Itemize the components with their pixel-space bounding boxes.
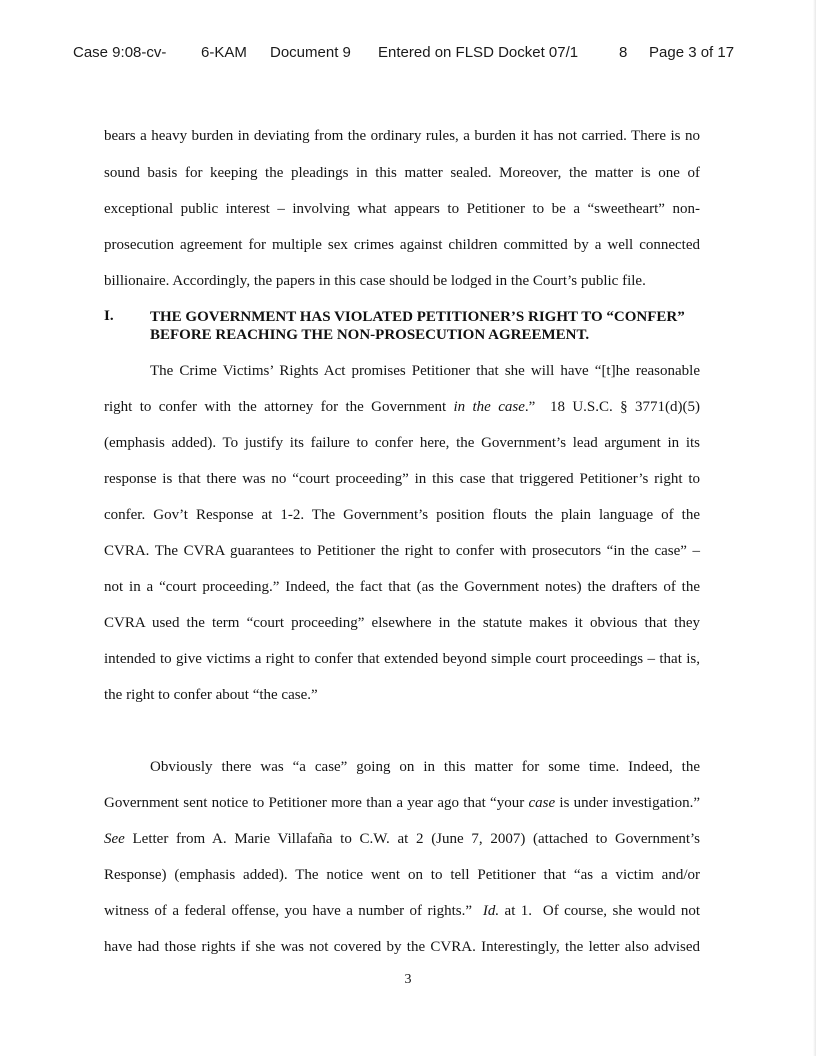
paragraph-3-line: Government sent notice to Petitioner more than a year ago that “your case is under investigation.” [104,795,700,811]
paragraph-2-line: The Crime Victims’ Rights Act promises Petitioner that she will have “[t]he reasonable [150,363,700,379]
paragraph-2-line: confer. Gov’t Response at 1-2. The Government’s position flouts the plain language of the [104,507,700,523]
paragraph-2-line: CVRA. The CVRA guarantees to Petitioner the right to confer with prosecutors “in the case” – [104,543,700,559]
header-page: Page 3 of 17 [649,44,735,61]
header-date-fragment: 8 [619,44,628,61]
paragraph-2-line: not in a “court proceeding.” Indeed, the fact that (as the Government notes) the drafters of the [104,579,700,595]
paragraph-2-line: CVRA used the term “court proceeding” elsewhere in the statute makes it obvious that they [104,615,700,631]
paragraph-3-line: See Letter from A. Marie Villafaña to C.W. at 2 (June 7, 2007) (attached to Government’s [104,831,700,847]
paragraph-2-line: (emphasis added). To justify its failure to confer here, the Government’s lead argument in its [104,435,700,451]
section-heading-line-2: BEFORE REACHING THE NON-PROSECUTION AGREEMENT. [150,327,590,343]
paragraph-3-line: witness of a federal offense, you have a number of rights.” Id. at 1. Of course, she would not [104,903,700,919]
header-entered: Entered on FLSD Docket 07/1 [378,44,579,61]
header-judge-code: 6-KAM [201,44,247,61]
paragraph-1-line: sound basis for keeping the pleadings in this matter sealed. Moreover, the matter is one of [104,165,700,181]
paragraph-2-line: intended to give victims a right to confer that extended beyond simple court proceedings – that is, [104,651,700,667]
section-heading-line-1: THE GOVERNMENT HAS VIOLATED PETITIONER’S RIGHT TO “CONFER” [150,309,685,325]
page-number: 3 [404,972,412,987]
paragraph-1-line: billionaire. Accordingly, the papers in this case should be lodged in the Court’s public file. [104,273,646,289]
paragraph-1-line: exceptional public interest – involving what appears to Petitioner to be a “sweetheart” non- [104,201,700,217]
section-number: I. [104,308,114,324]
header-document: Document 9 [270,44,351,61]
header-case-number: Case 9:08-cv- [73,44,167,61]
paragraph-1-line: bears a heavy burden in deviating from the ordinary rules, a burden it has not carried. There is no [104,128,700,144]
paragraph-2-line: the right to confer about “the case.” [104,687,318,703]
paragraph-3-line: Obviously there was “a case” going on in this matter for some time. Indeed, the [150,759,700,775]
paragraph-1-line: prosecution agreement for multiple sex crimes against children committed by a well connected [104,237,700,253]
paragraph-3-line: Response) (emphasis added). The notice went on to tell Petitioner that “as a victim and/or [104,867,700,883]
paragraph-2-line: response is that there was no “court proceeding” in this case that triggered Petitioner’s right to [104,471,700,487]
paragraph-3-line: have had those rights if she was not covered by the CVRA. Interestingly, the letter also advised [104,939,700,955]
paragraph-2-line: right to confer with the attorney for the Government in the case.” 18 U.S.C. § 3771(d)(5) [104,399,700,415]
docket-header [0,44,816,66]
